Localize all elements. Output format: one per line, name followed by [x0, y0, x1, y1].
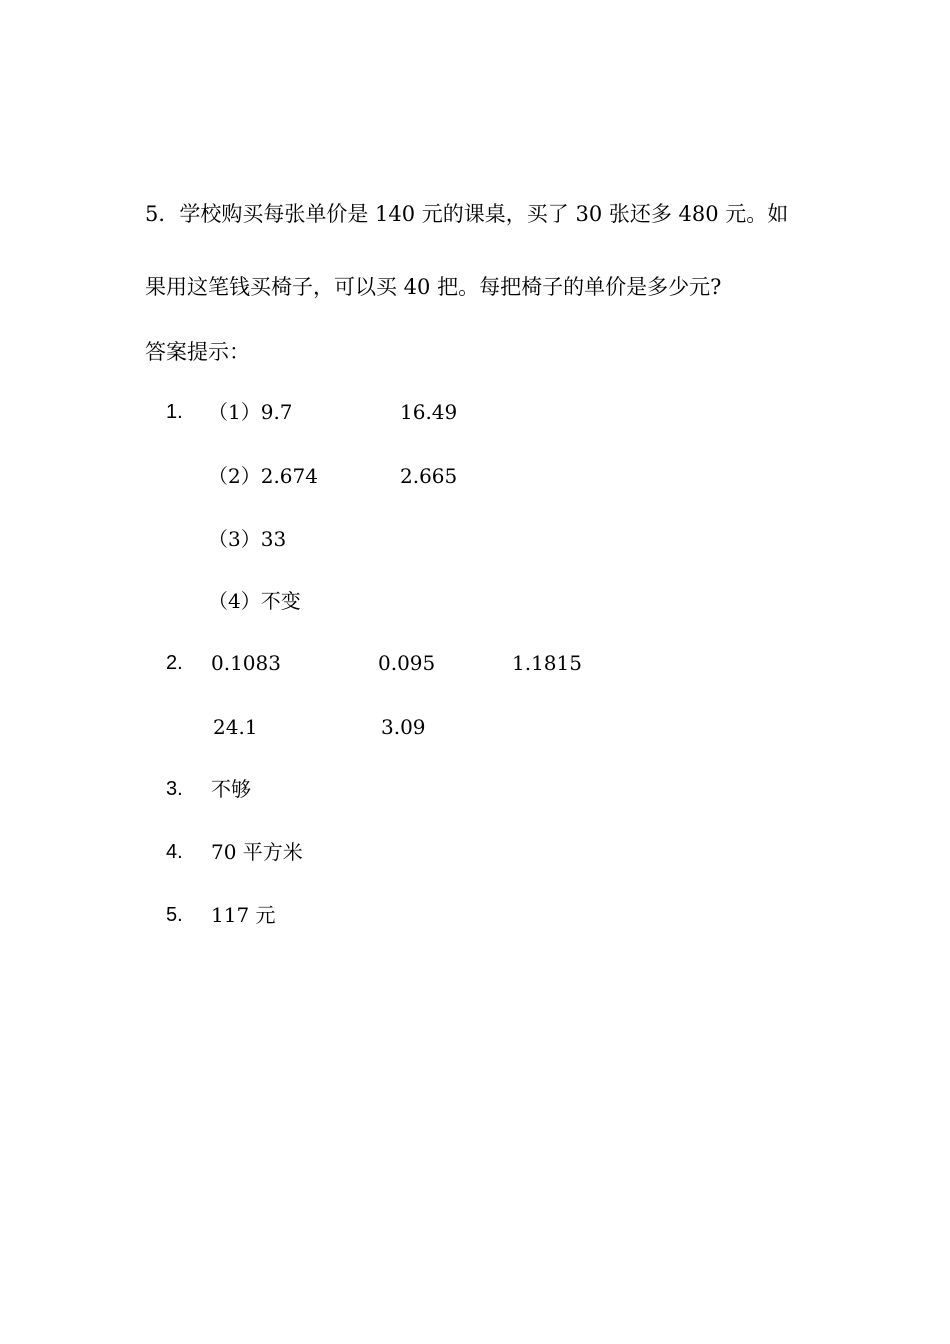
answer-5: 117 元 — [211, 903, 276, 927]
answer-4-number: 4. — [166, 841, 183, 863]
answer-1-1-a: （1）9.7 — [208, 400, 293, 424]
answer-1-4: （4）不变 — [208, 589, 301, 613]
answer-2-d: 24.1 — [213, 715, 258, 739]
answer-1-number: 1. — [166, 401, 183, 423]
answer-3-number: 3. — [166, 778, 183, 800]
question-5-line-2: 果用这笔钱买椅子，可以买 40 把。每把椅子的单价是多少元? — [145, 275, 722, 299]
answers-heading: 答案提示： — [145, 340, 250, 364]
answer-1-3: （3）33 — [208, 527, 287, 551]
answer-1-1-b: 16.49 — [400, 400, 458, 424]
answer-2-e: 3.09 — [381, 715, 426, 739]
question-5-line-1: 5．学校购买每张单价是 140 元的课桌，买了 30 张还多 480 元。如 — [145, 202, 789, 226]
answer-1-2-a: （2）2.674 — [208, 464, 318, 488]
answer-2-b: 0.095 — [378, 651, 436, 675]
answer-2-c: 1.1815 — [512, 651, 582, 675]
answer-5-number: 5. — [166, 904, 183, 926]
answer-2-number: 2. — [166, 652, 183, 674]
answer-1-2-b: 2.665 — [400, 464, 458, 488]
answer-4: 70 平方米 — [211, 840, 303, 864]
answer-2-a: 0.1083 — [211, 651, 281, 675]
answer-3: 不够 — [211, 777, 251, 801]
